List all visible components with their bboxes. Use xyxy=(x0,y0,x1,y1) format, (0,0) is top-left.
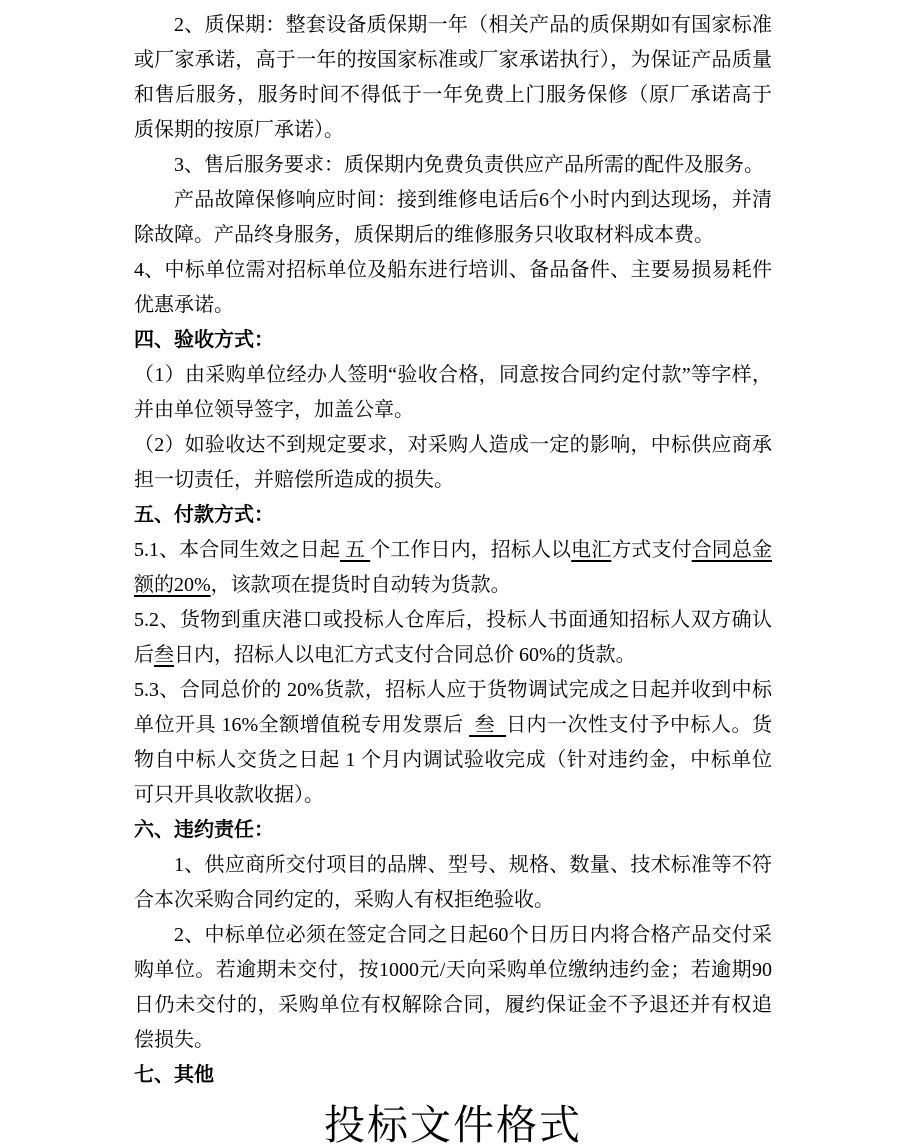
bid-document-format-title: 投标文件格式 xyxy=(324,1102,582,1148)
text-segment: 4、中标单位需对招标单位及船东进行培训、备品备件、主要易损易耗件优惠承诺。 xyxy=(134,259,772,316)
text-segment: 5.3、合同总价的 20%货款，招标人应于货物调试完成之日起并收到中标单位开具 16%全额增值税专用发票后 xyxy=(134,679,772,736)
underlined-text-segment: 电汇 xyxy=(571,539,612,561)
para-repair-response-time xyxy=(134,183,772,253)
underlined-text-segment: 叁 xyxy=(154,644,174,666)
underlined-text-segment: 五 xyxy=(339,539,371,561)
text-segment: 方式支付 xyxy=(611,539,692,561)
text-segment: （1）由采购单位经办人签明“验收合格，同意按合同约定付款”等字样，并由单位领导签字，加盖公章。 xyxy=(134,364,772,421)
text-segment: 四、验收方式： xyxy=(134,329,274,351)
text-segment: 六、违约责任： xyxy=(134,819,274,841)
text-segment: 3、售后服务要求：质保期内免费负责供应产品所需的配件及服务。 xyxy=(174,154,764,176)
heading-breach-liability xyxy=(134,813,772,848)
text-segment: 2、质保期：整套设备质保期一年（相关产品的质保期如有国家标准或厂家承诺，高于一年的按国家标准或厂家承诺执行），为保证产品质量和售后服务，服务时间不得低于一年免费上门服务保修（原厂承诺高于质保期的按原厂承诺）。 xyxy=(134,14,772,141)
heading-payment-method xyxy=(134,498,772,533)
underlined-text-segment: 叁 xyxy=(469,714,507,736)
heading-other xyxy=(134,1058,772,1093)
text-segment: （2）如验收达不到规定要求，对采购人造成一定的影响，中标供应商承担一切责任，并赔偿所造成的损失。 xyxy=(134,434,772,491)
para-aftersales-requirement xyxy=(134,148,772,183)
text-segment: ，该款项在提货时自动转为货款。 xyxy=(210,574,511,596)
text-segment: 2、中标单位必须在签定合同之日起60个日历日内将合格产品交付采购单位。若逾期未交付，按1000元/天向采购单位缴纳违约金；若逾期90日仍未交付的，采购单位有权解除合同，履约保证金不予退还并有权追偿损失。 xyxy=(134,924,772,1051)
text-segment: 产品故障保修响应时间：接到维修电话后6个小时内到达现场，并清除故障。产品终身服务，质保期后的维修服务只收取材料成本费。 xyxy=(134,189,772,246)
text-segment: 1、供应商所交付项目的品牌、型号、规格、数量、技术标准等不符合本次采购合同约定的，采购人有权拒绝验收。 xyxy=(134,854,772,911)
text-segment: 个工作日内，招标人以 xyxy=(370,539,572,561)
para-acceptance-1 xyxy=(134,358,772,428)
text-segment: 5.2、货物到重庆港口或投标人仓库后，投标人书面通知招标人双方确认后 xyxy=(134,609,772,666)
para-breach-1 xyxy=(134,848,772,918)
para-payment-5-3 xyxy=(134,673,772,813)
para-payment-5-2 xyxy=(134,603,772,673)
heading-acceptance-method xyxy=(134,323,772,358)
text-segment: 日内一次性支付予中标人。货物自中标人交货之日起 1 个月内调试验收完成（针对违约金，中标单位可只开具收款收据）。 xyxy=(134,714,772,806)
para-payment-5-1 xyxy=(134,533,772,603)
text-segment: 5.1、本合同生效之日起 xyxy=(134,539,340,561)
text-segment: 日内，招标人以电汇方式支付合同总价 60%的货款。 xyxy=(174,644,636,666)
para-breach-2 xyxy=(134,918,772,1058)
para-training-commitment xyxy=(134,253,772,323)
para-warranty-period xyxy=(134,8,772,148)
text-segment: 五、付款方式： xyxy=(134,504,274,526)
text-segment: 七、其他 xyxy=(134,1064,214,1086)
document-body xyxy=(134,8,772,1093)
para-acceptance-2 xyxy=(134,428,772,498)
underlined-text-segment: 合同总金额的20% xyxy=(134,539,772,596)
